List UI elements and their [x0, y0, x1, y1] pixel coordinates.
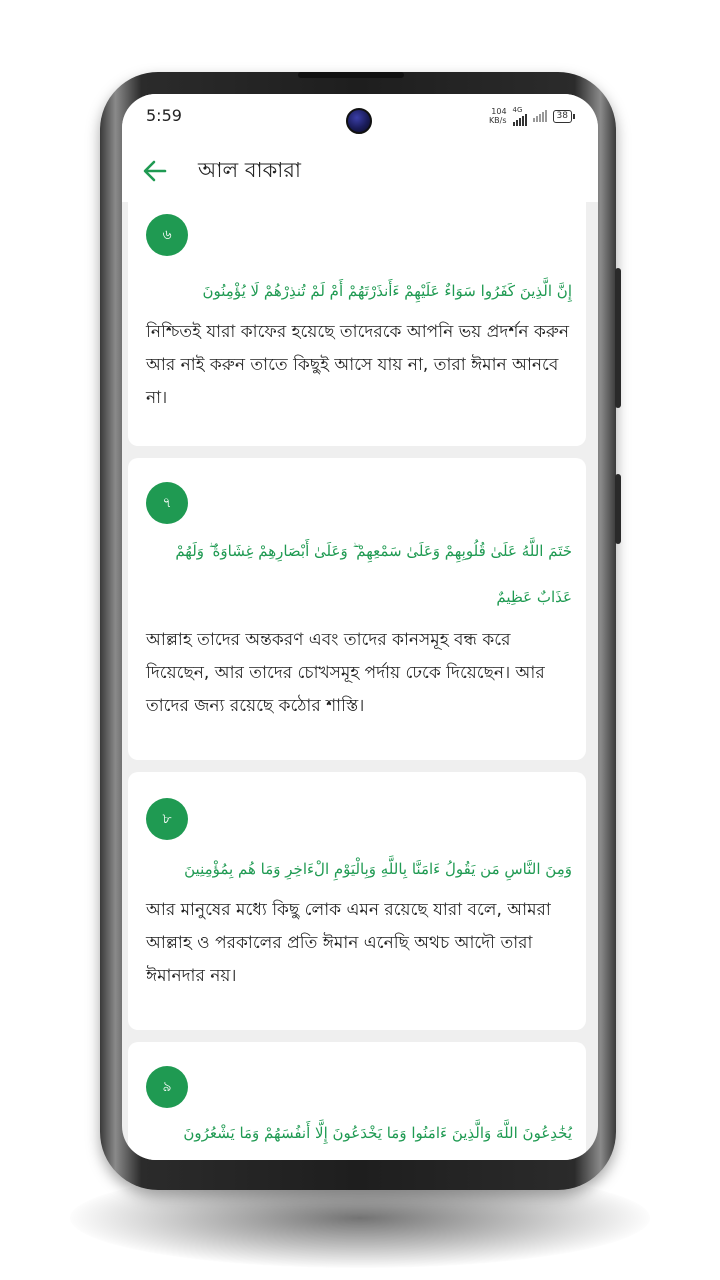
status-bar	[122, 94, 598, 140]
net-speed-unit: KB/s	[488, 116, 507, 125]
verse-arabic-text: خَتَمَ اللَّهُ عَلَىٰ قُلُوبِهِمْ وَعَلَىٰ سَمْعِهِمْ ۖ وَعَلَىٰ أَبْصَارِهِمْ غِشَاوَةٌ ۖ وَلَهُمْ عَذَابٌ عَظِيمٌ	[175, 542, 572, 606]
verse-card[interactable]	[128, 458, 586, 760]
phone-screen	[122, 94, 598, 1160]
network-indicator	[513, 106, 527, 126]
network-type: 4G	[512, 106, 523, 114]
net-speed	[489, 107, 507, 125]
status-time: 5:59	[146, 106, 182, 125]
back-arrow-icon[interactable]	[142, 158, 168, 184]
power-button	[615, 474, 621, 544]
front-camera	[346, 108, 372, 134]
verse-arabic-text: إِنَّ الَّذِينَ كَفَرُوا سَوَاءٌ عَلَيْهِمْ ءَأَنذَرْتَهُمْ أَمْ لَمْ تُنذِرْهُمْ لَا يُؤْمِنُونَ	[202, 282, 572, 300]
page-title: আল বাকারা	[198, 157, 302, 182]
verse-translation: আর মানুষের মধ্যে কিছু লোক এমন রয়েছে যারা বলে, আমরা আল্লাহ ও পরকালের প্রতি ঈমান এনেছি অথচ আদৌ তারা ঈমানদার নয়।	[146, 900, 551, 986]
battery-icon: 38	[553, 110, 572, 123]
verse-translation: আল্লাহ তাদের অন্তকরণ এবং তাদের কানসমূহ বন্ধ করে দিয়েছেন, আর তাদের চোখসমূহ পর্দায় ঢেকে দিয়েছেন। আর তাদের জন্য রয়েছে কঠোর শাস্তি।	[146, 630, 545, 716]
verse-card[interactable]	[128, 772, 586, 1030]
verse-list[interactable]	[122, 202, 598, 1160]
net-speed-value: 104	[491, 107, 507, 116]
verse-translation: নিশ্চিতই যারা কাফের হয়েছে তাদেরকে আপনি ভয় প্রদর্শন করুন আর নাই করুন তাতে কিছুই আসে যায় না, তারা ঈমান আনবে না।	[146, 322, 570, 408]
verse-arabic-text: يُخَٰدِعُونَ اللَّهَ وَالَّذِينَ ءَامَنُوا وَمَا يَخْدَعُونَ إِلَّا أَنفُسَهُمْ وَمَا يَشْعُرُونَ	[183, 1124, 572, 1142]
verse-card[interactable]	[128, 192, 586, 446]
phone-top-edge	[298, 72, 404, 78]
verse-number-badge: ৬	[146, 214, 188, 256]
status-icons	[489, 106, 572, 126]
verse-number-badge: ৯	[146, 1066, 188, 1108]
volume-button	[615, 268, 621, 408]
verse-number-badge: ৮	[146, 798, 188, 840]
verse-card[interactable]	[128, 1042, 586, 1160]
signal-sim2-icon	[533, 110, 547, 122]
verse-arabic-text: وَمِنَ النَّاسِ مَن يَقُولُ ءَامَنَّا بِاللَّهِ وَبِالْيَوْمِ الْءَاخِرِ وَمَا هُم بِمُؤْمِنِينَ	[184, 860, 572, 878]
signal-icon	[513, 114, 527, 126]
verse-number-badge: ৭	[146, 482, 188, 524]
